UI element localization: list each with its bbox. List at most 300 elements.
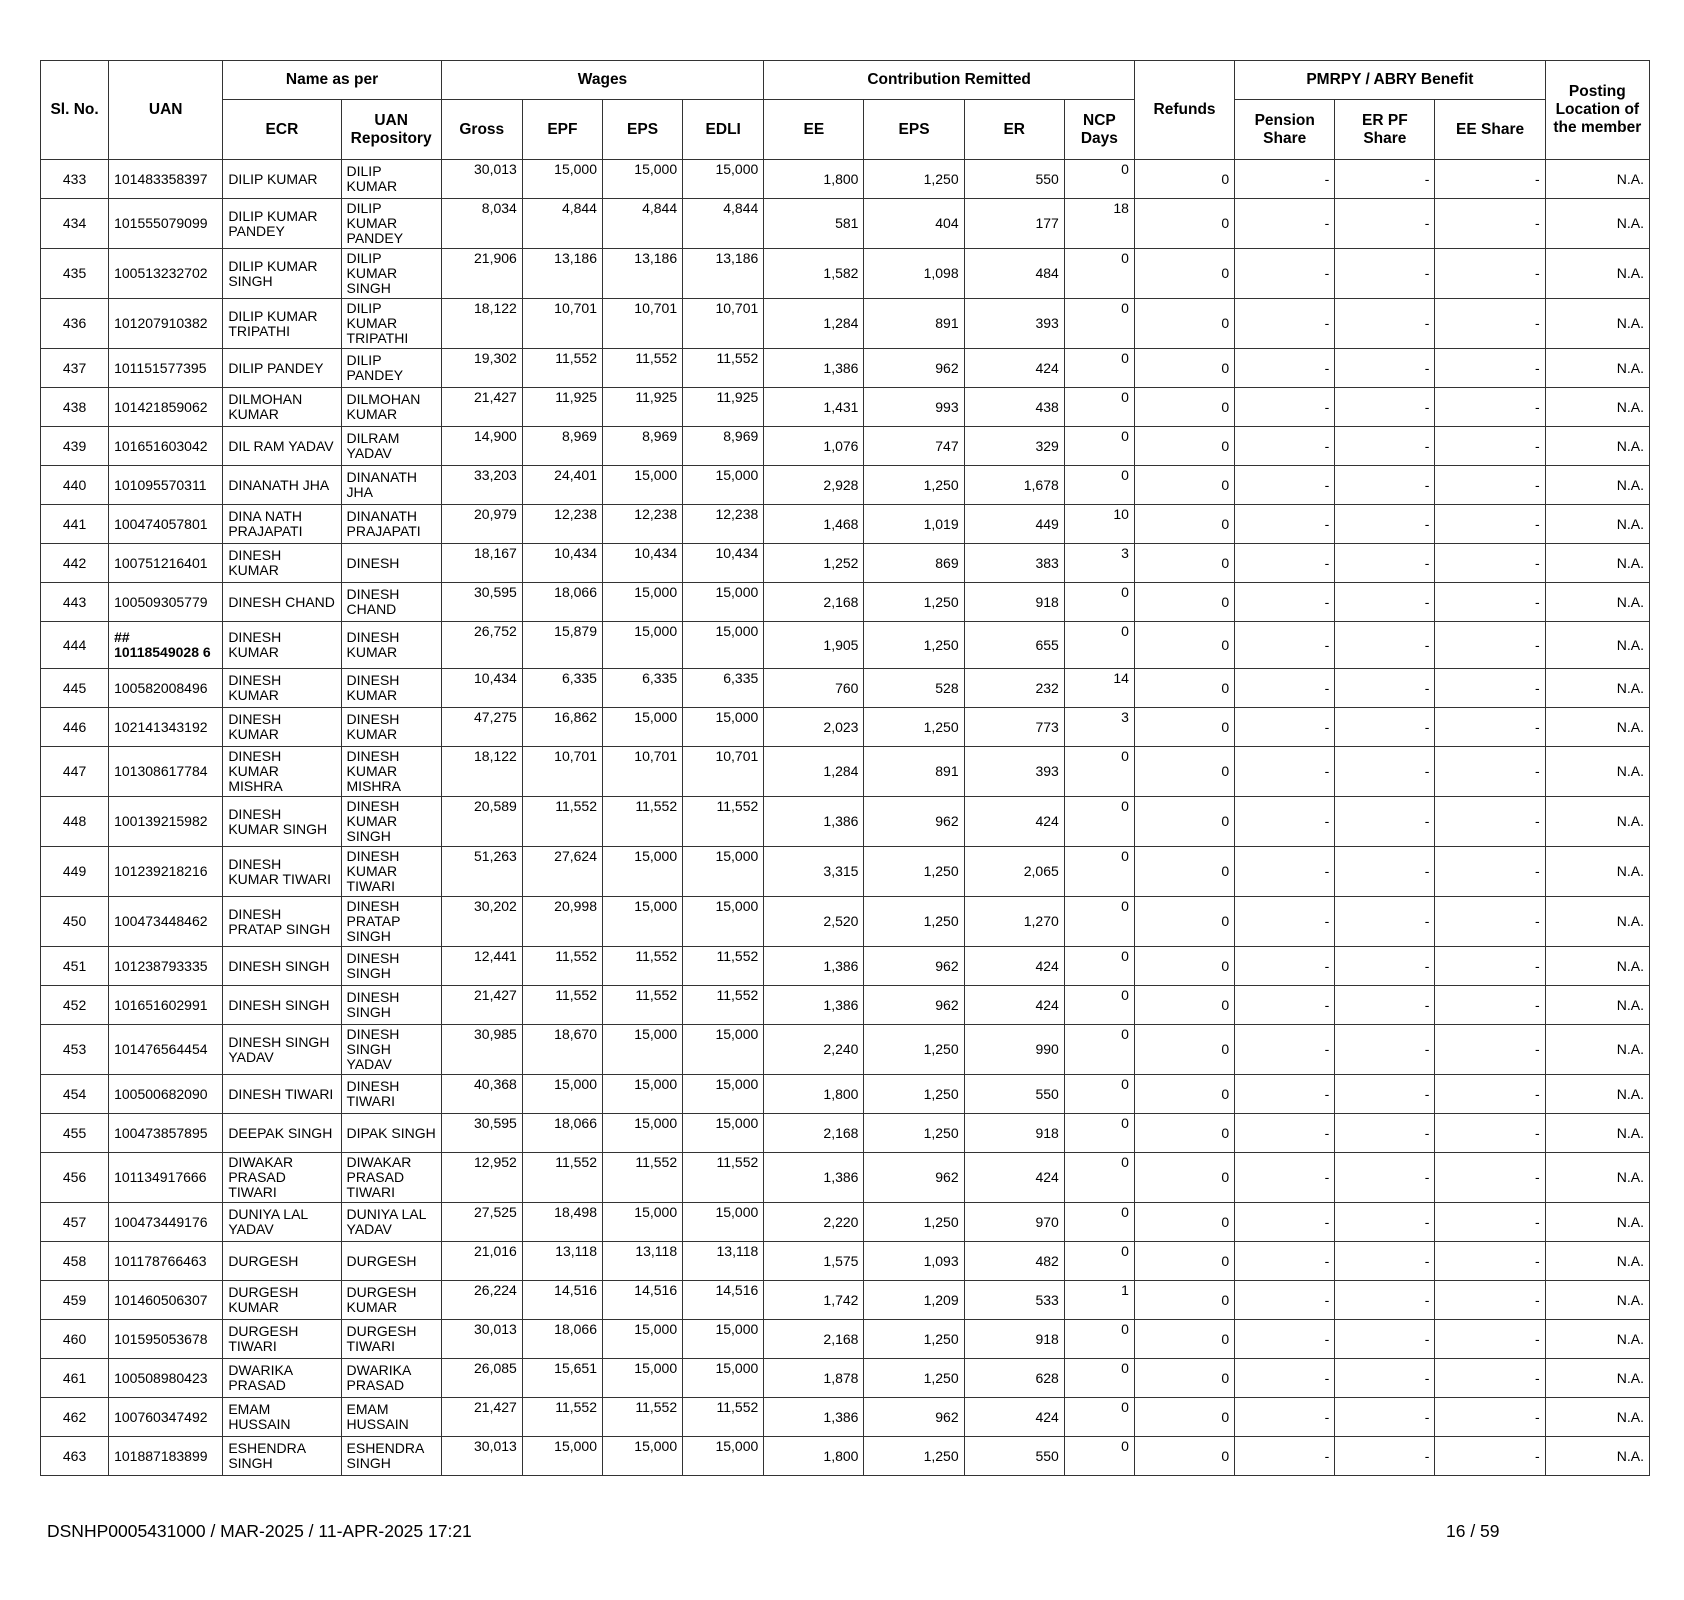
cell-er: 424 xyxy=(964,947,1064,986)
cell-ncp-days: 0 xyxy=(1064,299,1134,349)
cell-posting-location: N.A. xyxy=(1545,160,1649,199)
cell-sl-no: 458 xyxy=(41,1242,109,1281)
header-contribution-remitted: Contribution Remitted xyxy=(764,61,1135,100)
cell-sl-no: 441 xyxy=(41,505,109,544)
cell-ecr-name: DINESH KUMAR xyxy=(223,622,341,669)
cell-uan-repository-name: DINESH KUMAR xyxy=(341,669,441,708)
cell-ee: 1,582 xyxy=(764,249,864,299)
cell-er: 424 xyxy=(964,986,1064,1025)
cell-refunds: 0 xyxy=(1134,986,1234,1025)
cell-ncp-days: 1 xyxy=(1064,1281,1134,1320)
cell-ee: 1,905 xyxy=(764,622,864,669)
cell-posting-location: N.A. xyxy=(1545,299,1649,349)
cell-ee: 1,742 xyxy=(764,1281,864,1320)
table-row xyxy=(41,388,1650,427)
cell-ncp-days: 0 xyxy=(1064,947,1134,986)
cell-sl-no: 442 xyxy=(41,544,109,583)
cell-ee-share: - xyxy=(1435,986,1545,1025)
cell-eps: 15,000 xyxy=(602,160,682,199)
cell-ecr-name: DINANATH JHA xyxy=(223,466,341,505)
cell-ee-share: - xyxy=(1435,249,1545,299)
cell-pension-share: - xyxy=(1235,1281,1335,1320)
header-uan: UAN xyxy=(109,61,223,160)
cell-contribution-eps: 1,250 xyxy=(864,1114,964,1153)
cell-ee-share: - xyxy=(1435,1359,1545,1398)
cell-ee-share: - xyxy=(1435,1153,1545,1203)
cell-epf: 10,701 xyxy=(522,747,602,797)
cell-posting-location: N.A. xyxy=(1545,947,1649,986)
cell-eps: 11,552 xyxy=(602,986,682,1025)
cell-ee: 1,386 xyxy=(764,947,864,986)
cell-contribution-eps: 747 xyxy=(864,427,964,466)
cell-epf: 13,118 xyxy=(522,1242,602,1281)
cell-refunds: 0 xyxy=(1134,847,1234,897)
cell-gross: 30,202 xyxy=(441,897,522,947)
cell-posting-location: N.A. xyxy=(1545,1242,1649,1281)
cell-ecr-name: DINESH KUMAR SINGH xyxy=(223,797,341,847)
cell-ncp-days: 0 xyxy=(1064,622,1134,669)
cell-edli: 14,516 xyxy=(683,1281,764,1320)
cell-sl-no: 445 xyxy=(41,669,109,708)
cell-eps: 13,186 xyxy=(602,249,682,299)
cell-er-pf-share: - xyxy=(1335,747,1435,797)
cell-epf: 18,066 xyxy=(522,1114,602,1153)
cell-edli: 10,701 xyxy=(683,747,764,797)
cell-refunds: 0 xyxy=(1134,1203,1234,1242)
cell-er: 424 xyxy=(964,349,1064,388)
cell-uan-repository-name: DINANATH JHA xyxy=(341,466,441,505)
cell-sl-no: 456 xyxy=(41,1153,109,1203)
cell-gross: 30,013 xyxy=(441,1320,522,1359)
cell-epf: 6,335 xyxy=(522,669,602,708)
cell-ee-share: - xyxy=(1435,466,1545,505)
cell-er-pf-share: - xyxy=(1335,1153,1435,1203)
cell-ee: 1,386 xyxy=(764,986,864,1025)
footer-document-reference: DSNHP0005431000 / MAR-2025 / 11-APR-2025 17:21 xyxy=(47,1521,472,1541)
cell-pension-share: - xyxy=(1235,427,1335,466)
cell-ecr-name: DILIP KUMAR PANDEY xyxy=(223,199,341,249)
cell-uan: 101887183899 xyxy=(109,1437,223,1476)
table-row xyxy=(41,797,1650,847)
cell-uan-repository-name: DINESH TIWARI xyxy=(341,1075,441,1114)
cell-ncp-days: 0 xyxy=(1064,1025,1134,1075)
cell-edli: 15,000 xyxy=(683,1437,764,1476)
header-epf: EPF xyxy=(522,100,602,160)
cell-pension-share: - xyxy=(1235,1320,1335,1359)
cell-refunds: 0 xyxy=(1134,1320,1234,1359)
cell-uan-repository-name: DINESH SINGH xyxy=(341,986,441,1025)
cell-posting-location: N.A. xyxy=(1545,1203,1649,1242)
cell-epf: 11,552 xyxy=(522,1153,602,1203)
cell-contribution-eps: 404 xyxy=(864,199,964,249)
cell-uan: 100500682090 xyxy=(109,1075,223,1114)
cell-sl-no: 451 xyxy=(41,947,109,986)
table-row xyxy=(41,427,1650,466)
header-gross: Gross xyxy=(441,100,522,160)
cell-uan: 100751216401 xyxy=(109,544,223,583)
cell-er: 484 xyxy=(964,249,1064,299)
header-er: ER xyxy=(964,100,1064,160)
cell-ecr-name: DURGESH KUMAR xyxy=(223,1281,341,1320)
cell-uan: 100473448462 xyxy=(109,897,223,947)
cell-refunds: 0 xyxy=(1134,1281,1234,1320)
cell-eps: 15,000 xyxy=(602,1320,682,1359)
cell-ee: 2,168 xyxy=(764,583,864,622)
cell-eps: 15,000 xyxy=(602,708,682,747)
cell-epf: 8,969 xyxy=(522,427,602,466)
cell-er-pf-share: - xyxy=(1335,199,1435,249)
cell-pension-share: - xyxy=(1235,1025,1335,1075)
cell-ecr-name: DINESH SINGH xyxy=(223,947,341,986)
cell-ncp-days: 0 xyxy=(1064,1075,1134,1114)
header-eps: EPS xyxy=(602,100,682,160)
cell-uan: 101308617784 xyxy=(109,747,223,797)
cell-gross: 26,224 xyxy=(441,1281,522,1320)
cell-er: 550 xyxy=(964,1075,1064,1114)
cell-uan-repository-name: DINESH KUMAR MISHRA xyxy=(341,747,441,797)
cell-epf: 11,552 xyxy=(522,797,602,847)
cell-pension-share: - xyxy=(1235,622,1335,669)
table-row xyxy=(41,947,1650,986)
cell-sl-no: 446 xyxy=(41,708,109,747)
cell-epf: 27,624 xyxy=(522,847,602,897)
cell-ee: 1,252 xyxy=(764,544,864,583)
table-header xyxy=(41,61,1650,160)
cell-pension-share: - xyxy=(1235,583,1335,622)
cell-posting-location: N.A. xyxy=(1545,427,1649,466)
cell-eps: 11,925 xyxy=(602,388,682,427)
cell-edli: 15,000 xyxy=(683,897,764,947)
cell-ee-share: - xyxy=(1435,747,1545,797)
cell-pension-share: - xyxy=(1235,349,1335,388)
cell-ncp-days: 0 xyxy=(1064,583,1134,622)
cell-contribution-eps: 1,093 xyxy=(864,1242,964,1281)
cell-uan-repository-name: DIPAK SINGH xyxy=(341,1114,441,1153)
cell-gross: 21,016 xyxy=(441,1242,522,1281)
cell-posting-location: N.A. xyxy=(1545,1025,1649,1075)
cell-sl-no: 439 xyxy=(41,427,109,466)
cell-eps: 15,000 xyxy=(602,466,682,505)
cell-er-pf-share: - xyxy=(1335,544,1435,583)
cell-sl-no: 460 xyxy=(41,1320,109,1359)
cell-pension-share: - xyxy=(1235,897,1335,947)
cell-er: 550 xyxy=(964,160,1064,199)
cell-uan: 101555079099 xyxy=(109,199,223,249)
cell-contribution-eps: 1,250 xyxy=(864,466,964,505)
cell-uan-repository-name: ESHENDRA SINGH xyxy=(341,1437,441,1476)
cell-uan-repository-name: DINESH SINGH YADAV xyxy=(341,1025,441,1075)
cell-sl-no: 447 xyxy=(41,747,109,797)
cell-er: 329 xyxy=(964,427,1064,466)
table-row xyxy=(41,299,1650,349)
cell-uan: 101460506307 xyxy=(109,1281,223,1320)
cell-refunds: 0 xyxy=(1134,797,1234,847)
cell-pension-share: - xyxy=(1235,797,1335,847)
cell-uan-repository-name: DINESH xyxy=(341,544,441,583)
cell-uan: 100760347492 xyxy=(109,1398,223,1437)
cell-refunds: 0 xyxy=(1134,583,1234,622)
cell-ncp-days: 0 xyxy=(1064,1114,1134,1153)
cell-ncp-days: 0 xyxy=(1064,1242,1134,1281)
cell-posting-location: N.A. xyxy=(1545,1281,1649,1320)
cell-uan-repository-name: DILIP KUMAR PANDEY xyxy=(341,199,441,249)
cell-pension-share: - xyxy=(1235,1153,1335,1203)
cell-sl-no: 444 xyxy=(41,622,109,669)
cell-posting-location: N.A. xyxy=(1545,797,1649,847)
cell-uan: 100582008496 xyxy=(109,669,223,708)
cell-gross: 21,427 xyxy=(441,1398,522,1437)
cell-ecr-name: DUNIYA LAL YADAV xyxy=(223,1203,341,1242)
cell-posting-location: N.A. xyxy=(1545,1359,1649,1398)
cell-gross: 12,441 xyxy=(441,947,522,986)
cell-pension-share: - xyxy=(1235,160,1335,199)
cell-ecr-name: DILIP KUMAR xyxy=(223,160,341,199)
cell-posting-location: N.A. xyxy=(1545,1153,1649,1203)
cell-ee: 1,284 xyxy=(764,299,864,349)
cell-contribution-eps: 1,250 xyxy=(864,1437,964,1476)
cell-ee: 1,284 xyxy=(764,747,864,797)
cell-ncp-days: 0 xyxy=(1064,1320,1134,1359)
cell-er: 533 xyxy=(964,1281,1064,1320)
cell-eps: 11,552 xyxy=(602,1153,682,1203)
cell-epf: 12,238 xyxy=(522,505,602,544)
cell-sl-no: 443 xyxy=(41,583,109,622)
cell-pension-share: - xyxy=(1235,1242,1335,1281)
header-ee: EE xyxy=(764,100,864,160)
cell-epf: 10,434 xyxy=(522,544,602,583)
cell-refunds: 0 xyxy=(1134,897,1234,947)
cell-posting-location: N.A. xyxy=(1545,747,1649,797)
cell-refunds: 0 xyxy=(1134,1359,1234,1398)
cell-epf: 13,186 xyxy=(522,249,602,299)
cell-er: 383 xyxy=(964,544,1064,583)
cell-edli: 6,335 xyxy=(683,669,764,708)
cell-ee: 3,315 xyxy=(764,847,864,897)
cell-gross: 10,434 xyxy=(441,669,522,708)
cell-er-pf-share: - xyxy=(1335,505,1435,544)
table-row xyxy=(41,669,1650,708)
table-row xyxy=(41,1398,1650,1437)
cell-edli: 15,000 xyxy=(683,622,764,669)
cell-contribution-eps: 962 xyxy=(864,986,964,1025)
cell-er-pf-share: - xyxy=(1335,847,1435,897)
cell-pension-share: - xyxy=(1235,1437,1335,1476)
cell-er-pf-share: - xyxy=(1335,1075,1435,1114)
cell-ecr-name: ESHENDRA SINGH xyxy=(223,1437,341,1476)
cell-sl-no: 459 xyxy=(41,1281,109,1320)
cell-uan: 101134917666 xyxy=(109,1153,223,1203)
header-wages: Wages xyxy=(441,61,764,100)
cell-posting-location: N.A. xyxy=(1545,622,1649,669)
cell-contribution-eps: 1,250 xyxy=(864,1320,964,1359)
cell-gross: 21,427 xyxy=(441,986,522,1025)
cell-contribution-eps: 1,250 xyxy=(864,1203,964,1242)
cell-ee-share: - xyxy=(1435,947,1545,986)
cell-edli: 4,844 xyxy=(683,199,764,249)
cell-gross: 20,589 xyxy=(441,797,522,847)
cell-edli: 11,552 xyxy=(683,797,764,847)
cell-posting-location: N.A. xyxy=(1545,249,1649,299)
cell-er-pf-share: - xyxy=(1335,388,1435,427)
cell-uan: 101239218216 xyxy=(109,847,223,897)
cell-sl-no: 437 xyxy=(41,349,109,388)
cell-ncp-days: 0 xyxy=(1064,986,1134,1025)
cell-contribution-eps: 1,250 xyxy=(864,622,964,669)
cell-contribution-eps: 1,250 xyxy=(864,708,964,747)
cell-epf: 11,925 xyxy=(522,388,602,427)
cell-uan-repository-name: DINANATH PRAJAPATI xyxy=(341,505,441,544)
cell-posting-location: N.A. xyxy=(1545,544,1649,583)
cell-er-pf-share: - xyxy=(1335,1242,1435,1281)
cell-edli: 13,186 xyxy=(683,249,764,299)
cell-uan: 100509305779 xyxy=(109,583,223,622)
cell-eps: 15,000 xyxy=(602,1114,682,1153)
cell-edli: 15,000 xyxy=(683,1025,764,1075)
cell-sl-no: 454 xyxy=(41,1075,109,1114)
cell-ecr-name: DIWAKAR PRASAD TIWARI xyxy=(223,1153,341,1203)
cell-ncp-days: 14 xyxy=(1064,669,1134,708)
cell-ncp-days: 0 xyxy=(1064,747,1134,797)
cell-refunds: 0 xyxy=(1134,622,1234,669)
cell-ecr-name: DINESH KUMAR xyxy=(223,544,341,583)
header-name-as-per: Name as per xyxy=(223,61,441,100)
cell-er-pf-share: - xyxy=(1335,427,1435,466)
cell-eps: 15,000 xyxy=(602,622,682,669)
cell-er: 393 xyxy=(964,747,1064,797)
cell-contribution-eps: 1,250 xyxy=(864,1075,964,1114)
cell-gross: 30,013 xyxy=(441,160,522,199)
cell-eps: 15,000 xyxy=(602,1437,682,1476)
cell-er-pf-share: - xyxy=(1335,1114,1435,1153)
cell-er-pf-share: - xyxy=(1335,160,1435,199)
cell-posting-location: N.A. xyxy=(1545,897,1649,947)
cell-posting-location: N.A. xyxy=(1545,1398,1649,1437)
cell-epf: 15,000 xyxy=(522,1075,602,1114)
cell-edli: 11,552 xyxy=(683,1398,764,1437)
cell-eps: 15,000 xyxy=(602,847,682,897)
cell-edli: 15,000 xyxy=(683,1203,764,1242)
cell-er-pf-share: - xyxy=(1335,249,1435,299)
cell-ee: 1,575 xyxy=(764,1242,864,1281)
cell-refunds: 0 xyxy=(1134,708,1234,747)
cell-uan: 100474057801 xyxy=(109,505,223,544)
cell-ee-share: - xyxy=(1435,847,1545,897)
cell-gross: 18,122 xyxy=(441,747,522,797)
cell-pension-share: - xyxy=(1235,847,1335,897)
cell-ee-share: - xyxy=(1435,1025,1545,1075)
cell-er: 424 xyxy=(964,797,1064,847)
cell-uan-repository-name: DURGESH KUMAR xyxy=(341,1281,441,1320)
cell-ecr-name: DINESH KUMAR MISHRA xyxy=(223,747,341,797)
cell-eps: 15,000 xyxy=(602,1075,682,1114)
cell-posting-location: N.A. xyxy=(1545,708,1649,747)
cell-refunds: 0 xyxy=(1134,1242,1234,1281)
cell-epf: 15,879 xyxy=(522,622,602,669)
cell-epf: 18,066 xyxy=(522,1320,602,1359)
cell-ecr-name: DINA NATH PRAJAPATI xyxy=(223,505,341,544)
cell-posting-location: N.A. xyxy=(1545,466,1649,505)
cell-refunds: 0 xyxy=(1134,1075,1234,1114)
cell-edli: 11,552 xyxy=(683,1153,764,1203)
cell-ee: 581 xyxy=(764,199,864,249)
cell-gross: 18,122 xyxy=(441,299,522,349)
header-edli: EDLI xyxy=(683,100,764,160)
table-row xyxy=(41,986,1650,1025)
cell-er-pf-share: - xyxy=(1335,1398,1435,1437)
cell-uan: 101238793335 xyxy=(109,947,223,986)
table-row xyxy=(41,747,1650,797)
table-row xyxy=(41,1153,1650,1203)
cell-ee: 1,076 xyxy=(764,427,864,466)
cell-ee-share: - xyxy=(1435,708,1545,747)
cell-ecr-name: DINESH KUMAR xyxy=(223,669,341,708)
table-row xyxy=(41,1114,1650,1153)
header-contribution-eps: EPS xyxy=(864,100,964,160)
cell-ee: 1,386 xyxy=(764,349,864,388)
table-row xyxy=(41,249,1650,299)
cell-er-pf-share: - xyxy=(1335,1320,1435,1359)
cell-ee: 1,386 xyxy=(764,797,864,847)
cell-pension-share: - xyxy=(1235,388,1335,427)
cell-gross: 40,368 xyxy=(441,1075,522,1114)
cell-gross: 47,275 xyxy=(441,708,522,747)
cell-ee-share: - xyxy=(1435,160,1545,199)
header-ecr: ECR xyxy=(223,100,341,160)
cell-ncp-days: 0 xyxy=(1064,427,1134,466)
cell-uan: 100139215982 xyxy=(109,797,223,847)
cell-uan: 101151577395 xyxy=(109,349,223,388)
cell-ee-share: - xyxy=(1435,797,1545,847)
cell-gross: 30,013 xyxy=(441,1437,522,1476)
cell-edli: 15,000 xyxy=(683,466,764,505)
cell-eps: 11,552 xyxy=(602,349,682,388)
cell-epf: 11,552 xyxy=(522,349,602,388)
cell-eps: 15,000 xyxy=(602,897,682,947)
cell-gross: 30,595 xyxy=(441,583,522,622)
cell-pension-share: - xyxy=(1235,199,1335,249)
cell-contribution-eps: 891 xyxy=(864,747,964,797)
cell-uan: 101595053678 xyxy=(109,1320,223,1359)
cell-ee: 1,386 xyxy=(764,1153,864,1203)
cell-posting-location: N.A. xyxy=(1545,847,1649,897)
header-sl-no: Sl. No. xyxy=(41,61,109,160)
cell-er: 773 xyxy=(964,708,1064,747)
cell-ecr-name: DILIP KUMAR SINGH xyxy=(223,249,341,299)
cell-eps: 8,969 xyxy=(602,427,682,466)
cell-ee-share: - xyxy=(1435,299,1545,349)
cell-er-pf-share: - xyxy=(1335,986,1435,1025)
cell-ee-share: - xyxy=(1435,1398,1545,1437)
cell-posting-location: N.A. xyxy=(1545,986,1649,1025)
header-er-pf-share: ER PF Share xyxy=(1335,100,1435,160)
cell-posting-location: N.A. xyxy=(1545,1075,1649,1114)
cell-uan-repository-name: DILIP PANDEY xyxy=(341,349,441,388)
cell-contribution-eps: 962 xyxy=(864,797,964,847)
cell-edli: 15,000 xyxy=(683,1114,764,1153)
cell-pension-share: - xyxy=(1235,544,1335,583)
cell-ee-share: - xyxy=(1435,669,1545,708)
cell-ncp-days: 0 xyxy=(1064,797,1134,847)
cell-edli: 15,000 xyxy=(683,847,764,897)
cell-ee-share: - xyxy=(1435,897,1545,947)
cell-gross: 21,906 xyxy=(441,249,522,299)
cell-eps: 15,000 xyxy=(602,1359,682,1398)
cell-uan: 102141343192 xyxy=(109,708,223,747)
cell-pension-share: - xyxy=(1235,708,1335,747)
cell-pension-share: - xyxy=(1235,747,1335,797)
cell-uan: 101095570311 xyxy=(109,466,223,505)
cell-uan-repository-name: DILRAM YADAV xyxy=(341,427,441,466)
